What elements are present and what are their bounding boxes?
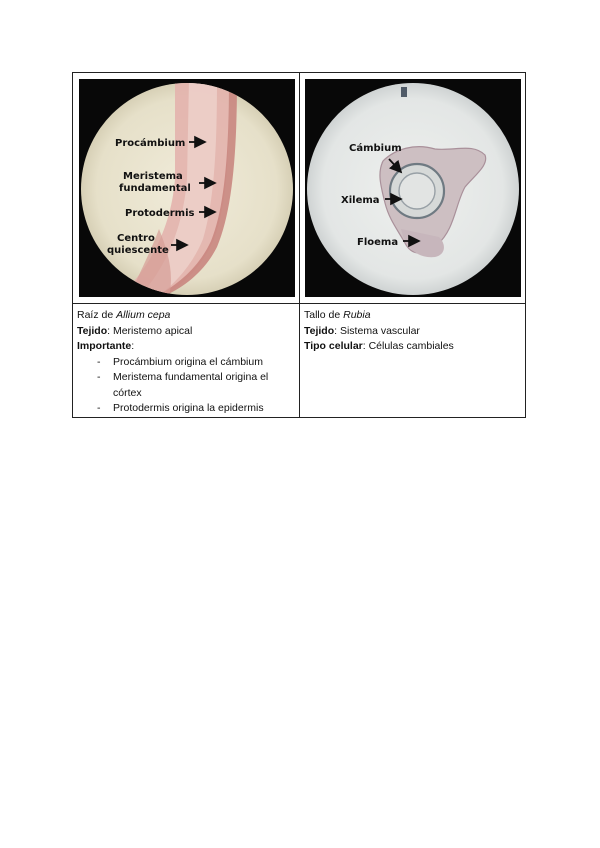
- list-item: - Meristema fundamental origina el córtex: [97, 370, 295, 401]
- label-meristema-line2: fundamental: [119, 183, 191, 194]
- root-caption: Raíz de Allium cepa: [77, 309, 171, 321]
- label-xilema: Xilema: [341, 195, 380, 206]
- label-procambium: Procámbium: [115, 138, 186, 149]
- species-name: Allium cepa: [116, 309, 171, 321]
- stem-cross-section-micrograph: [305, 79, 521, 297]
- specimen-table: [72, 72, 526, 418]
- table-column-divider: [299, 73, 300, 417]
- important-heading: Importante:: [77, 340, 135, 352]
- label-cambium: Cámbium: [349, 143, 402, 154]
- stem-caption: Tallo de Rubia: [304, 309, 371, 321]
- label-centro-line1: Centro: [117, 233, 155, 244]
- label-floema: Floema: [357, 237, 399, 248]
- stem-description: [304, 308, 522, 355]
- list-item: - Procámbium origina el cámbium: [97, 355, 295, 371]
- stem-cell-type-line: Tipo celular: Células cambiales: [304, 340, 454, 352]
- label-centro-line2: quiescente: [107, 245, 169, 256]
- debris-speck: [401, 87, 407, 97]
- stem-tissue-line: Tejido: Sistema vascular: [304, 324, 420, 337]
- root-description: [77, 308, 295, 417]
- label-meristema-line1: Meristema: [123, 171, 183, 182]
- important-list: [77, 355, 295, 417]
- species-name: Rubia: [343, 309, 371, 321]
- list-item: - Protodermis origina la epidermis: [97, 401, 295, 417]
- root-tissue-line: Tejido: Meristemo apical: [77, 324, 193, 337]
- label-protodermis: Protodermis: [125, 208, 195, 219]
- root-tip-micrograph: [79, 79, 295, 297]
- stem-micrograph-drawing: [305, 79, 521, 297]
- root-tip-micrograph-drawing: [79, 79, 295, 297]
- table-row-divider: [73, 303, 525, 304]
